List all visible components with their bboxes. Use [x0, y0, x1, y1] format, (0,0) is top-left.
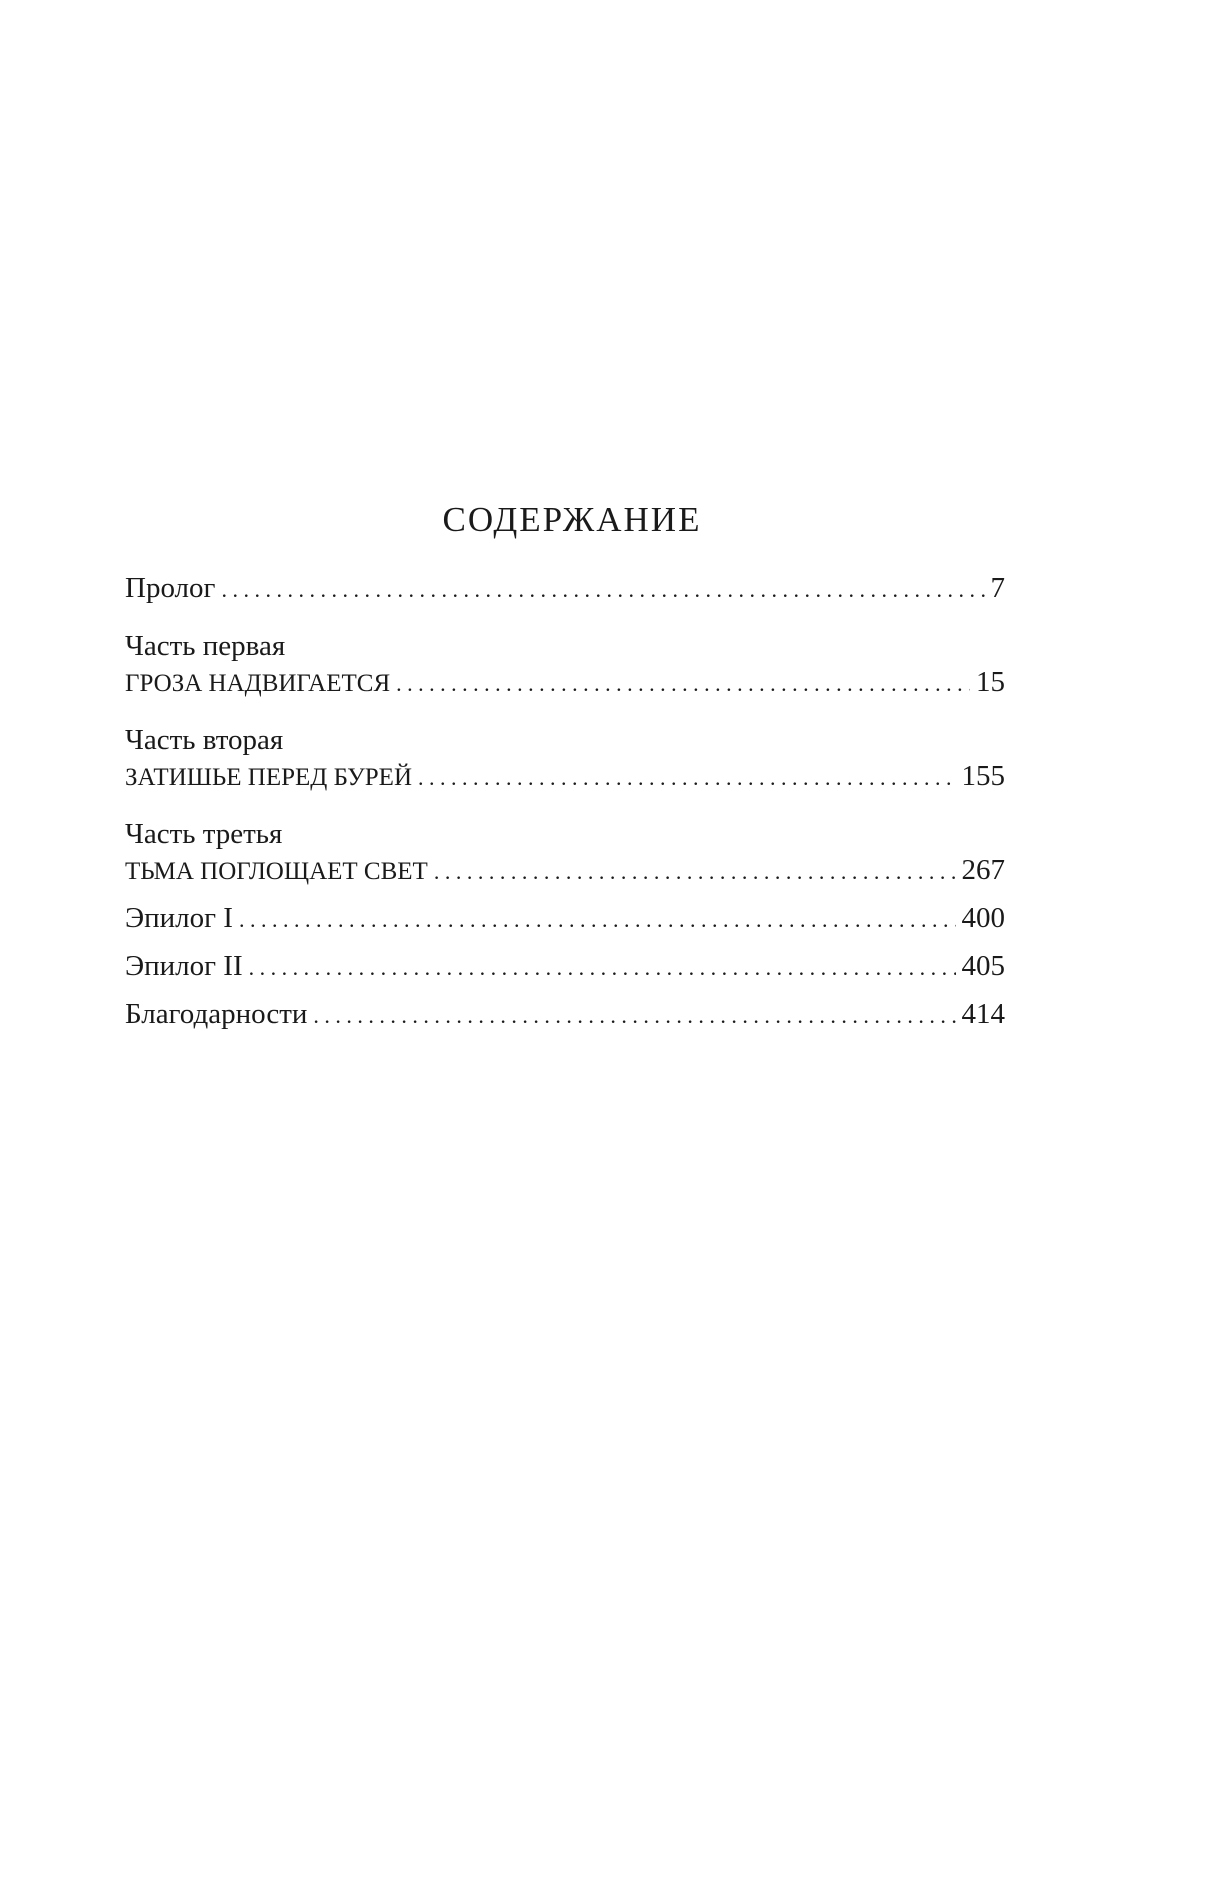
toc-entry-title: Эпилог II	[125, 950, 243, 982]
dot-leader	[434, 854, 956, 890]
toc-page-number: 267	[961, 854, 1005, 886]
table-of-contents	[125, 570, 1005, 1032]
toc-part-label: Часть вторая	[125, 724, 284, 756]
toc-page-number: 400	[961, 902, 1005, 934]
toc-entry-title: Пролог	[125, 572, 216, 604]
toc-page-number: 405	[961, 950, 1005, 982]
toc-entry-part-three[interactable]	[125, 816, 1005, 888]
dot-leader	[396, 666, 970, 702]
toc-entry-epilogue-one[interactable]	[125, 900, 1005, 936]
dot-leader	[313, 998, 955, 1034]
dot-leader	[221, 572, 984, 608]
toc-entry-title: ЗАТИШЬЕ ПЕРЕД БУРЕЙ	[125, 764, 413, 791]
toc-part-label: Часть третья	[125, 818, 283, 850]
toc-page-number: 414	[961, 998, 1005, 1030]
toc-entry-title: Благодарности	[125, 998, 308, 1030]
toc-entry-title: Эпилог I	[125, 902, 233, 934]
toc-heading: СОДЕРЖАНИЕ	[442, 500, 702, 539]
toc-part-label: Часть первая	[125, 630, 286, 662]
toc-entry-title: ГРОЗА НАДВИГАЕТСЯ	[125, 670, 391, 697]
toc-page-number: 155	[961, 760, 1005, 792]
toc-entry-epilogue-two[interactable]	[125, 948, 1005, 984]
toc-entry-title: ТЬМА ПОГЛОЩАЕТ СВЕТ	[125, 858, 428, 885]
toc-entry-part-one[interactable]	[125, 628, 1005, 700]
dot-leader	[239, 902, 956, 938]
dot-leader	[418, 760, 955, 796]
toc-entry-prologue[interactable]	[125, 570, 1005, 606]
toc-entry-part-two[interactable]	[125, 722, 1005, 794]
toc-entry-acknowledgements[interactable]	[125, 996, 1005, 1032]
toc-page-number: 15	[976, 666, 1005, 698]
toc-page-number: 7	[990, 572, 1005, 604]
dot-leader	[249, 950, 956, 986]
